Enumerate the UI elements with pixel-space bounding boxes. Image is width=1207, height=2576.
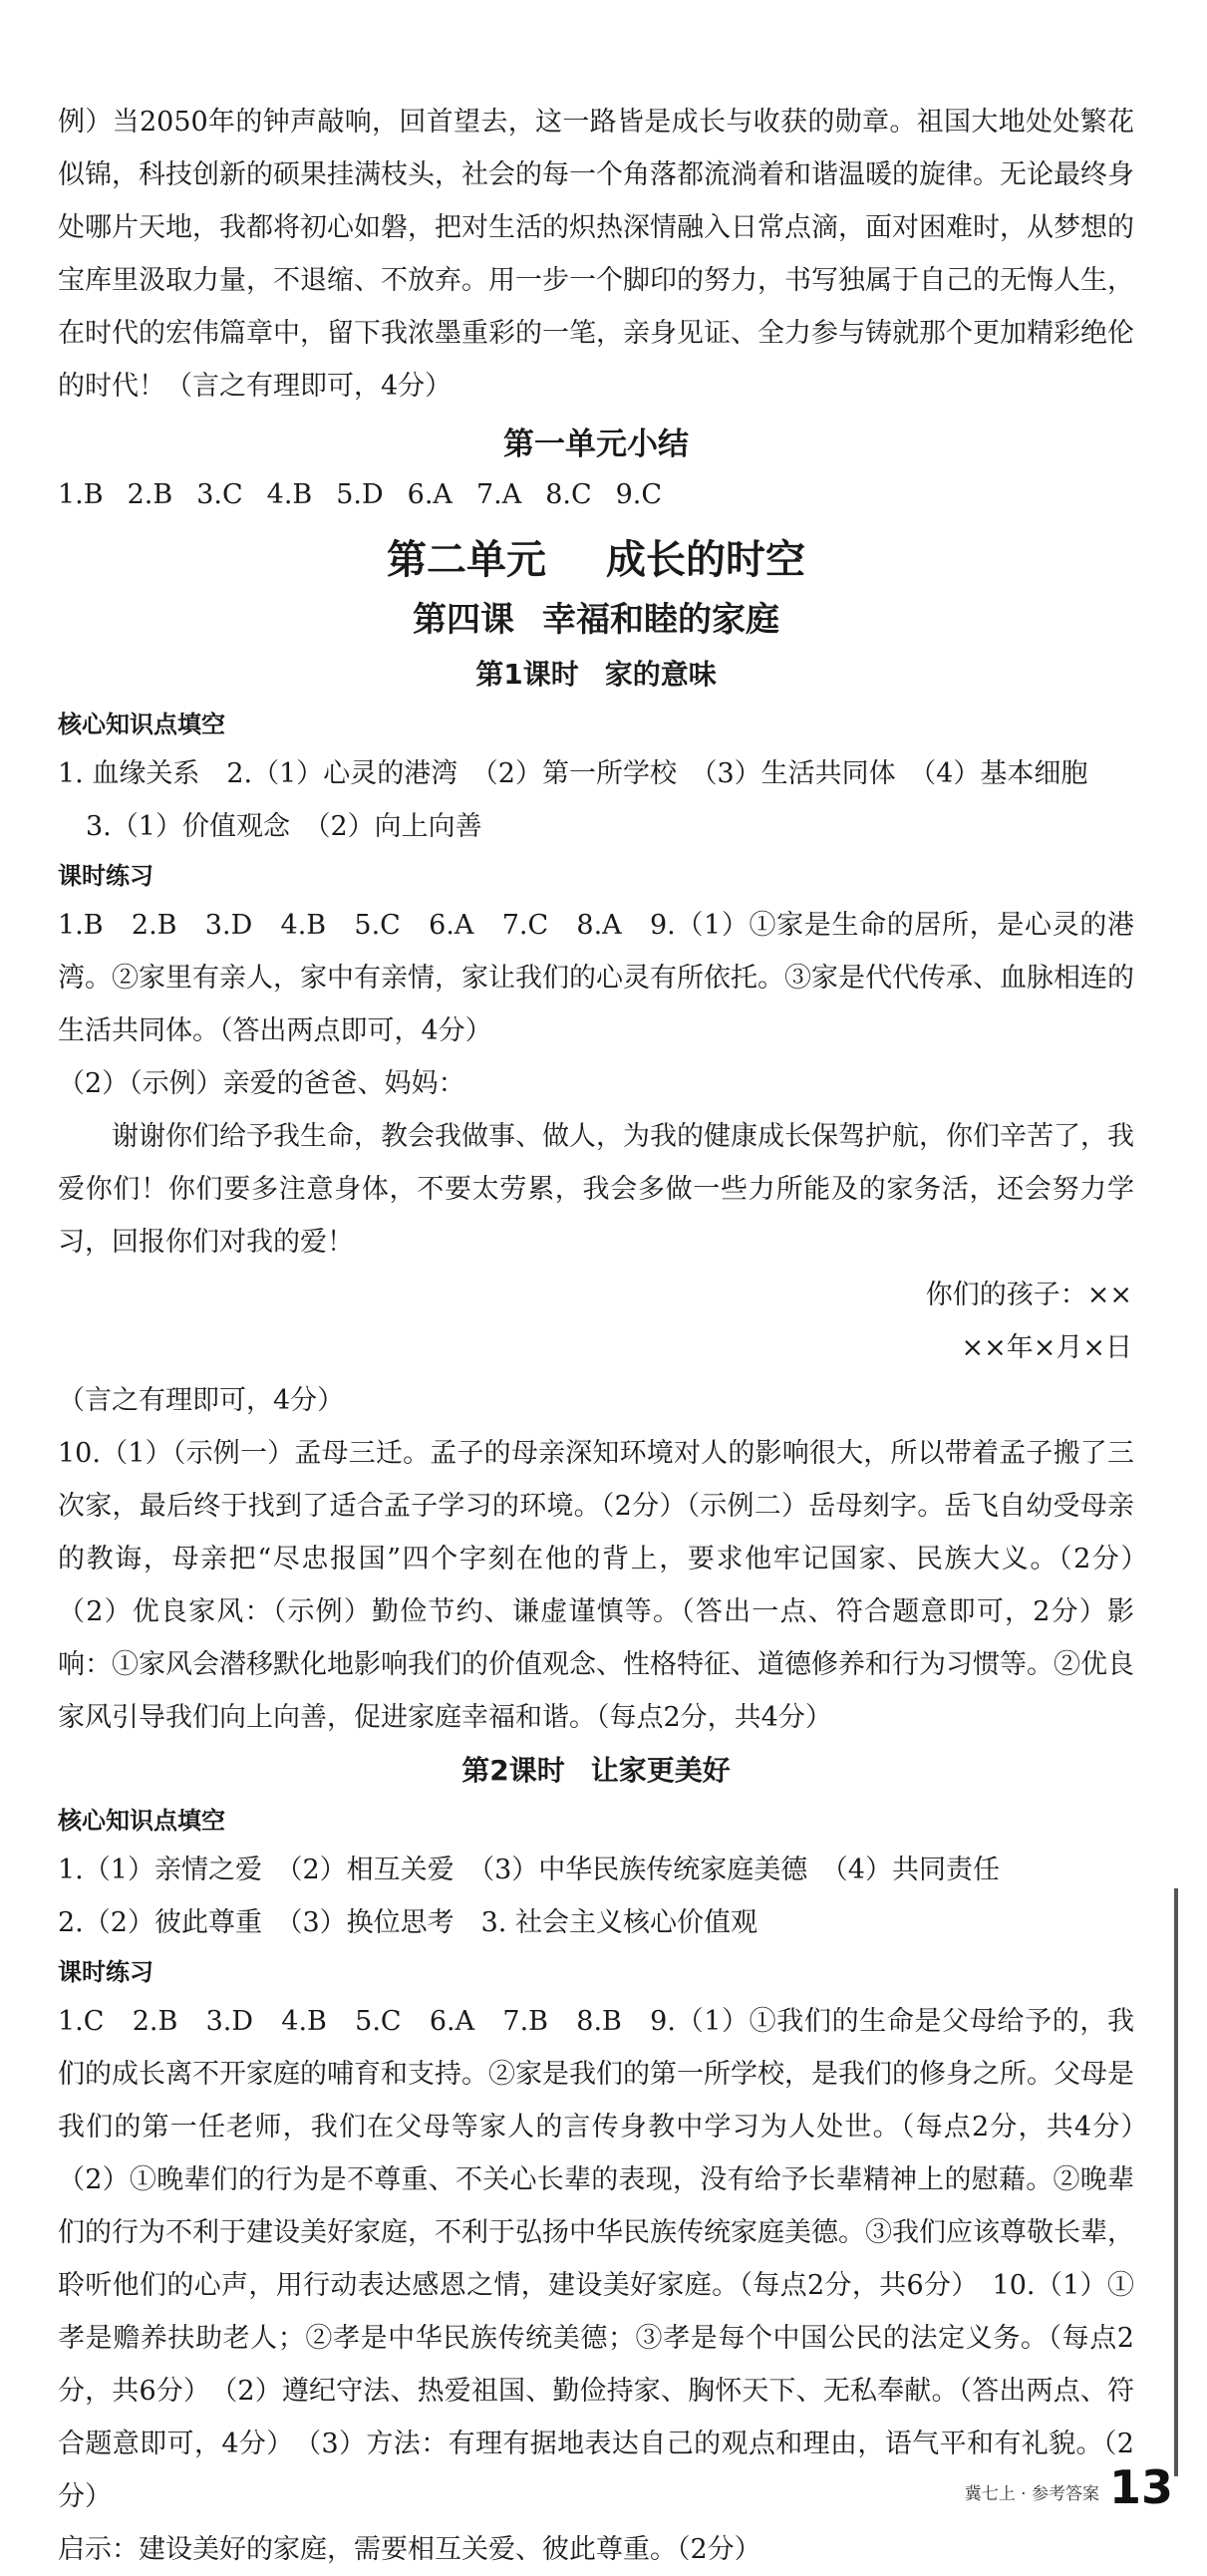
letter-body: 谢谢你们给予我生命，教会我做事、做人，为我的健康成长保驾护航，你们辛苦了，我爱你们！你们要多注意身体，不要太劳累，我会多做一些力所能及的家务活，还会努力学习，回报你们对我的爱！ [58,1121,1134,1258]
footer-subtitle: 冀七上 · 参考答案 [964,2484,1099,2504]
lesson4-title-right: 幸福和睦的家庭 [542,600,779,640]
period1-practice-text: 1.B 2.B 3.D 4.B 5.C 6.A 7.C 8.A 9.（1）①家是生命的居所，是心灵的港湾。②家里有亲人，家中有亲情，家让我们的心灵有所依托。③家是代代传承、血脉相连的生活共同体。（答出两点即可，4分） [58,910,1134,1046]
letter-signature: 你们的孩子：×× [925,1280,1132,1310]
period1-example-line: （2）（示例）亲爱的爸爸、妈妈： [58,1068,465,1099]
summary-answer-item: 9.C [615,479,663,510]
period1-title [58,648,1134,702]
lesson4-title [58,592,1134,648]
summary-answer-item: 1.B [58,479,104,510]
summary-answer-item: 3.C [196,479,243,510]
unit2-title [58,528,1134,592]
summary-answer-item: 8.C [545,479,592,510]
period2-core-line2: 2.（2）彼此尊重 （3）换位思考 3. 社会主义核心价值观 [58,1907,757,1938]
period2-core-label: 核心知识点填空 [58,1807,225,1835]
period2-practice-label: 课时练习 [58,1958,153,1986]
period2-title [58,1744,1134,1798]
unit-summary-title: 第一单元小结 [503,427,689,462]
summary-answer-item: 4.B [266,479,313,510]
summary-answer-item: 7.A [475,479,522,510]
summary-answer-item: 6.A [407,479,453,510]
period1-core-line2: 3.（1）价值观念 （2）向上向善 [86,811,482,842]
unit2-title-right: 成长的时空 [606,537,805,583]
page-footer [964,2460,1173,2514]
period1-practice-label: 课时练习 [58,862,153,890]
period2-practice-text: 1.C 2.B 3.D 4.B 5.C 6.A 7.B 8.B 9.（1）①我们的生命是父母给予的，我们的成长离不开家庭的哺育和支持。②家是我们的第一所学校，是我们的修身之所。父母是我们的第一任老师，我们在父母等家人的言传身教中学习为人处世。（每点2分，共4分） （2）①晚辈们的行为是不尊重、不关心长辈的表现，没有给予长辈精神上的慰藉。②晚辈们的行为不利于建设美好家庭，不利于弘扬中华民族传统家庭美德。③我们应该尊敬长辈，聆听他们的心声，用行动表达感恩之情，建设美好家庭。（每点2分，共6分） 10.（1）①孝是赡养扶助老人；②孝是中华民族传统美德；③孝是每个中国公民的法定义务。（每点2分，共6分） （2）遵纪守法、热爱祖国、勤俭持家、胸怀天下、无私奉献。（答出两点、符合题意即可，4分） （3）方法：有理有据地表达自己的观点和理由，语气平和有礼貌。（2分） [58,2006,1161,2512]
period1-title-left: 第1课时 [475,658,579,691]
unit-summary-answers [58,470,1134,520]
period2-title-left: 第2课时 [461,1754,565,1787]
period1-title-right: 家的意味 [604,658,717,691]
margin-rule [1174,1888,1178,2476]
period2-core-line1: 1.（1）亲情之爱 （2）相互关爱 （3）中华民族传统家庭美德 （4）共同责任 [58,1855,1000,1885]
lesson4-title-left: 第四课 [413,600,514,640]
period1-score-note: （言之有理即可，4分） [58,1385,345,1416]
summary-answer-item: 2.B [127,479,173,510]
period2-title-right: 让家更美好 [590,1754,731,1787]
period1-core-label: 核心知识点填空 [58,711,225,738]
summary-answer-item: 5.D [336,479,384,510]
page-number: 13 [1108,2460,1173,2514]
period1-core-line1: 1. 血缘关系 2.（1）心灵的港湾 （2）第一所学校 （3）生活共同体 （4）基本细胞 [58,758,1088,789]
unit2-title-left: 第二单元 [387,537,546,583]
intro-paragraph: 例）当2050年的钟声敲响，回首望去，这一路皆是成长与收获的勋章。祖国大地处处繁花似锦，科技创新的硕果挂满枝头，社会的每一个角落都流淌着和谐温暖的旋律。无论最终身处哪片天地，我都将初心如磐，把对生活的炽热深情融入日常点滴，面对困难时，从梦想的宝库里汲取力量，不退缩、不放弃。用一步一个脚印的努力，书写独属于自己的无悔人生，在时代的宏伟篇章中，留下我浓墨重彩的一笔，亲身见证、全力参与铸就那个更加精彩绝伦的时代！（言之有理即可，4分） [58,107,1134,402]
letter-date: ××年×月×日 [961,1332,1132,1363]
period2-inspiration: 启示：建设美好的家庭，需要相互关爱、彼此尊重。（2分） [58,2534,761,2565]
period1-q10-text: 10.（1）（示例一）孟母三迁。孟子的母亲深知环境对人的影响很大，所以带着孟子搬了三次家，最后终于找到了适合孟子学习的环境。（2分）（示例二）岳母刻字。岳飞自幼受母亲的教诲，母亲把“尽忠报国”四个字刻在他的背上，要求他牢记国家、民族大义。（2分） （2）优良家风：（示例）勤俭节约、谦虚谨慎等。（答出一点、符合题意即可，2分）影响：①家风会潜移默化地影响我们的价值观念、性格特征、道德修养和行为习惯等。②优良家风引导我们向上向善，促进家庭幸福和谐。（每点2分，共4分） [58,1438,1161,1733]
